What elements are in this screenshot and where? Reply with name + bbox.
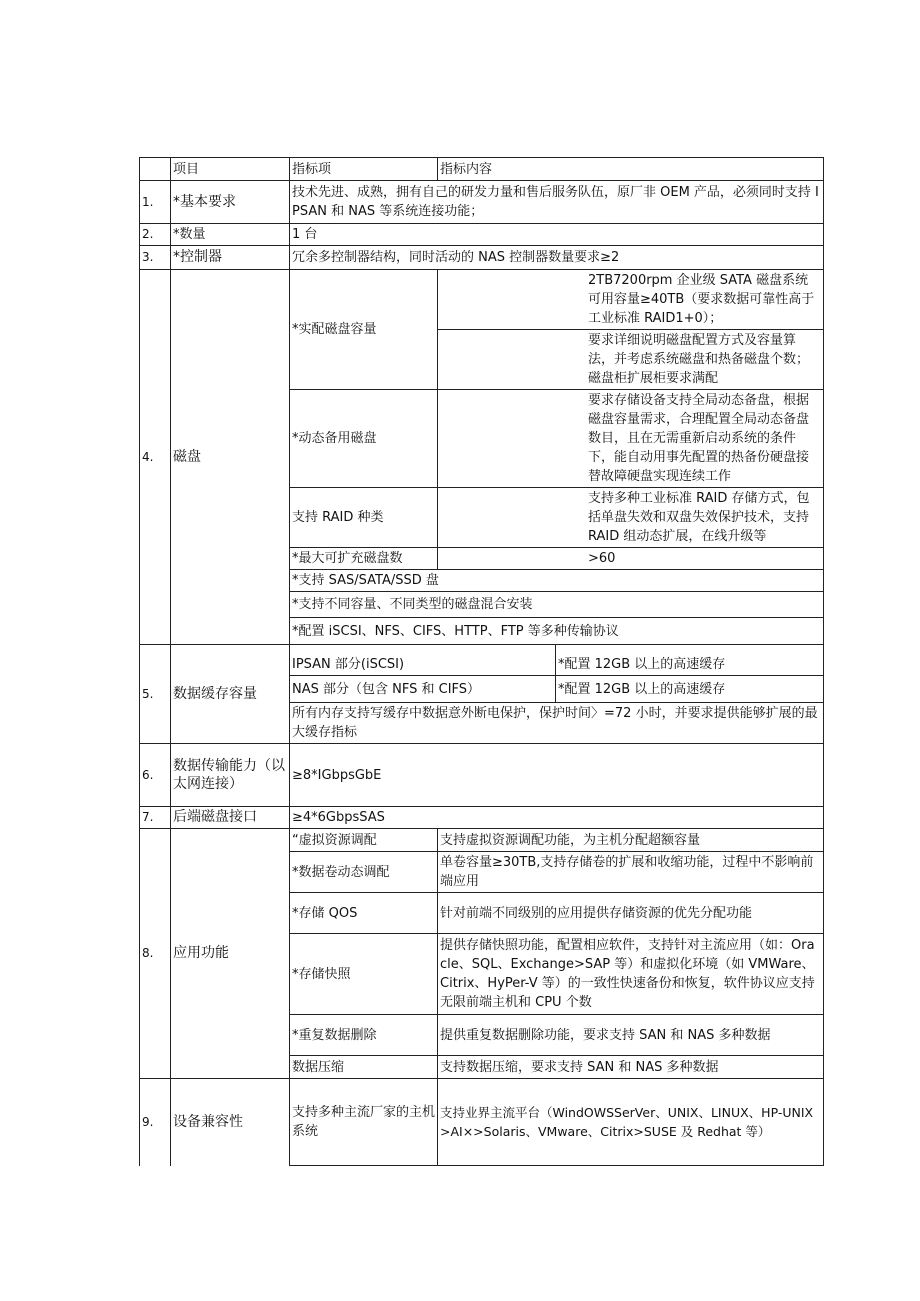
item-label: *控制器 — [171, 246, 290, 270]
content-cell: 支持多种工业标准 RAID 存储方式，包括单盘失效和双盘失效保护技术，支持 RAID 组动态扩展，在线升级等 — [438, 488, 824, 548]
index-cell: *数据卷动态调配 — [290, 852, 438, 893]
row-number: 1. — [140, 181, 171, 224]
content-cell: 支持业界主流平台（WindOWSSerVer、UNIX、LINUX、HP-UNIX>AI×>Solaris、VMware、Citrix>SUSE 及 Redhat 等） — [438, 1079, 824, 1166]
row-8 — [140, 829, 824, 852]
row-4 — [140, 270, 824, 330]
row-5 — [140, 645, 824, 676]
content-cell: 提供存储快照功能，配置相应软件，支持针对主流应用（如：Oracle、SQL、Exchange>SAP 等）和虚拟化环境（如 VMWare、Citrix、HyPer-V 等）的一致性快速备份和恢复，软件协议应支持无限前端主机和 CPU 个数 — [438, 934, 824, 1015]
ipsan-cache: *配置 12GB 以上的高速缓存 — [556, 645, 824, 676]
item-label: 设备兼容性 — [171, 1079, 290, 1166]
content-cell: *支持 SAS/SATA/SSD 盘 — [290, 570, 824, 592]
row-3 — [140, 246, 824, 270]
row-number: 4. — [140, 270, 171, 645]
header-num — [140, 158, 171, 181]
nas-label: NAS 部分（包含 NFS 和 CIFS） — [290, 676, 556, 703]
index-cell: *存储 QOS — [290, 893, 438, 934]
row-6 — [140, 744, 824, 807]
content-cell: 针对前端不同级别的应用提供存储资源的优先分配功能 — [438, 893, 824, 934]
row-number: 9. — [140, 1079, 171, 1166]
content-cell: 支持数据压缩，要求支持 SAN 和 NAS 多种数据 — [438, 1056, 824, 1079]
content-cell: 要求详细说明磁盘配置方式及容量算法，并考虑系统磁盘和热备磁盘个数；磁盘柜扩展柜要求满配 — [438, 330, 824, 390]
item-label: 磁盘 — [171, 270, 290, 645]
row-9 — [140, 1079, 824, 1166]
row-1 — [140, 181, 824, 224]
header-content: 指标内容 — [438, 158, 824, 181]
spec-table — [139, 157, 824, 1166]
row-number: 2. — [140, 224, 171, 246]
content-cell: 2TB7200rpm 企业级 SATA 磁盘系统可用容量≥40TB（要求数据可靠性高于工业标准 RAID1+0）； — [438, 270, 824, 330]
content-cell: *配置 iSCSI、NFS、CIFS、HTTP、FTP 等多种传输协议 — [290, 618, 824, 645]
content-cell: ≥4*6GbpsSAS — [290, 807, 824, 829]
row-number: 5. — [140, 645, 171, 744]
row-number: 3. — [140, 246, 171, 270]
header-item: 项目 — [171, 158, 290, 181]
content-cell: 单卷容量≥30TB,支持存储卷的扩展和收缩功能，过程中不影响前端应用 — [438, 852, 824, 893]
content-cell: 支持虚拟资源调配功能，为主机分配超额容量 — [438, 829, 824, 852]
index-cell: *动态备用磁盘 — [290, 390, 438, 488]
index-cell: 数据压缩 — [290, 1056, 438, 1079]
row-number: 8. — [140, 829, 171, 1079]
content-cell: 提供重复数据删除功能，要求支持 SAN 和 NAS 多种数据 — [438, 1015, 824, 1056]
content-cell: 所有内存支持写缓存中数据意外断电保护，保护时间〉=72 小时，并要求提供能够扩展的最大缓存指标 — [290, 703, 824, 744]
index-cell: *重复数据删除 — [290, 1015, 438, 1056]
content-cell: >60 — [438, 548, 824, 570]
content-cell: 1 台 — [290, 224, 824, 246]
item-label: 应用功能 — [171, 829, 290, 1079]
header-row — [140, 158, 824, 181]
index-cell: *存储快照 — [290, 934, 438, 1015]
index-cell: “虚拟资源调配 — [290, 829, 438, 852]
index-cell: *实配磁盘容量 — [290, 270, 438, 390]
ipsan-label: IPSAN 部分(iSCSI) — [290, 645, 556, 676]
row-7 — [140, 807, 824, 829]
index-cell: 支持多种主流厂家的主机系统 — [290, 1079, 438, 1166]
content-cell: *支持不同容量、不同类型的磁盘混合安装 — [290, 592, 824, 618]
content-cell: ≥8*IGbpsGbE — [290, 744, 824, 807]
item-label: *数量 — [171, 224, 290, 246]
content-cell: 要求存储设备支持全局动态备盘，根据磁盘容量需求，合理配置全局动态备盘数目，且在无需重新启动系统的条件下，能自动用事先配置的热备份硬盘接替故障硬盘实现连续工作 — [438, 390, 824, 488]
row-2 — [140, 224, 824, 246]
item-label: 数据缓存容量 — [171, 645, 290, 744]
content-cell: 冗余多控制器结构，同时活动的 NAS 控制器数量要求≥2 — [290, 246, 824, 270]
nas-cache: *配置 12GB 以上的高速缓存 — [556, 676, 824, 703]
item-label: 数据传输能力（以太网连接） — [171, 744, 290, 807]
header-index: 指标项 — [290, 158, 438, 181]
item-label: 后端磁盘接口 — [171, 807, 290, 829]
row-number: 7. — [140, 807, 171, 829]
content-cell: 技术先进、成熟，拥有自己的研发力量和售后服务队伍，原厂非 OEM 产品，必须同时支持 IPSAN 和 NAS 等系统连接功能； — [290, 181, 824, 224]
row-number: 6. — [140, 744, 171, 807]
index-cell: *最大可扩充磁盘数 — [290, 548, 438, 570]
index-cell: 支持 RAID 种类 — [290, 488, 438, 548]
item-label: *基本要求 — [171, 181, 290, 224]
